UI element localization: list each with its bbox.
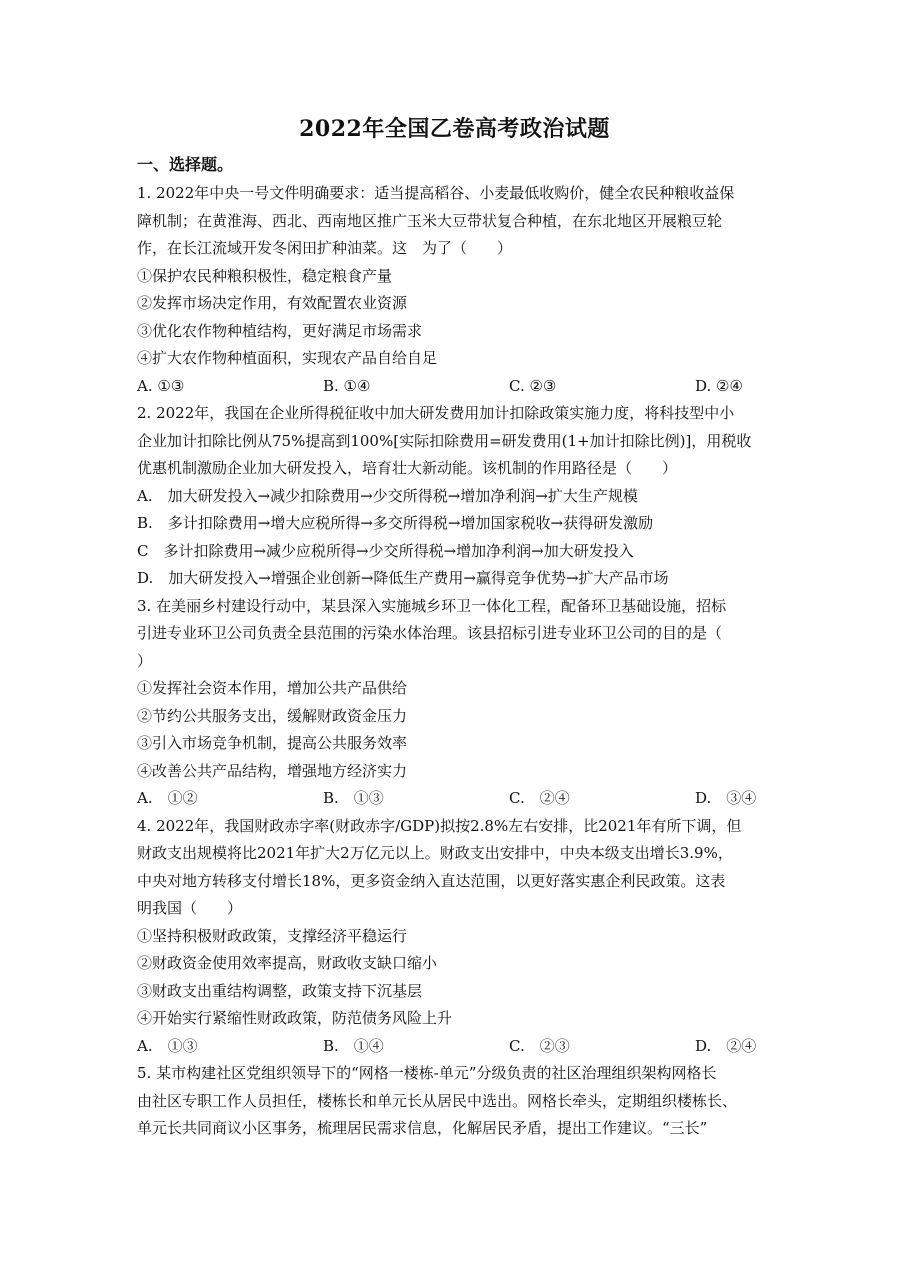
question-text-line: ③财政支出重结构调整，政策支持下沉基层 <box>137 981 423 1000</box>
answer-option[interactable]: C. ②③ <box>509 1036 570 1055</box>
answer-option[interactable]: D. ②④ <box>695 376 743 395</box>
answer-options <box>137 373 775 401</box>
answer-option[interactable]: C. ②③ <box>509 376 557 395</box>
question-text-line: A. 加大研发投入→减少扣除费用→少交所得税→增加净利润→扩大生产规模 <box>137 486 638 505</box>
answer-option[interactable]: A. ①③ <box>137 1036 198 1055</box>
question-text-line: ①保护农民种粮积极性，稳定粮食产量 <box>137 266 393 285</box>
question-text-line: ④扩大农作物种植面积，实现农产品自给自足 <box>137 349 438 367</box>
question-list <box>137 180 775 1143</box>
question-text-line: 4. 2022年，我国财政赤字率(财政赤字/GDP)拟按2.8%左右安排，比2021年有所下调，但 <box>137 816 742 835</box>
question-text-line: ①发挥社会资本作用，增加公共产品供给 <box>137 679 408 697</box>
question-text-line: 3. 在美丽乡村建设行动中，某县深入实施城乡环卫一体化工程，配备环卫基础设施，招标 <box>137 596 727 615</box>
question-text-line: ②财政资金使用效率提高，财政收支缺口缩小 <box>137 954 438 972</box>
question-text-line: 中央对地方转移支付增长18%，更多资金纳入直达范围，以更好落实惠企利民政策。这表 <box>137 871 726 890</box>
answer-option[interactable]: A. ①② <box>137 789 198 807</box>
question-text-line: D. 加大研发投入→增强企业创新→降低生产费用→赢得竞争优势→扩大产品市场 <box>137 569 669 587</box>
question-4 <box>137 813 775 1061</box>
question-text-line: B. 多计扣除费用→增大应税所得→多交所得税→增加国家税收→获得研发激励 <box>137 514 654 532</box>
question-text-line: ④改善公共产品结构，增强地方经济实力 <box>137 761 408 780</box>
question-3 <box>137 593 775 813</box>
question-text-line: ④开始实行紧缩性财政政策，防范债务风险上升 <box>137 1009 453 1027</box>
question-text-line: 明我国（ ） <box>137 899 243 917</box>
answer-option[interactable]: A. ①③ <box>137 376 185 395</box>
question-text-line: 1. 2022年中央一号文件明确要求：适当提高稻谷、小麦最低收购价，健全农民种粮收益保 <box>137 184 735 202</box>
question-text-line: ③引入市场竞争机制，提高公共服务效率 <box>137 734 408 752</box>
question-text-line: ②节约公共服务支出，缓解财政资金压力 <box>137 706 408 725</box>
question-text-line: 障机制；在黄淮海、西北、西南地区推广玉米大豆带状复合种植，在东北地区开展粮豆轮 <box>137 211 723 230</box>
section-heading: 一、选择题。 <box>137 155 234 174</box>
question-text-line: ①坚持积极财政政策，支撑经济平稳运行 <box>137 926 408 945</box>
answer-option[interactable]: B. ①④ <box>323 376 371 395</box>
page-title: 2022年全国乙卷高考政治试题 <box>299 116 610 142</box>
question-text-line: 5. 某市构建社区党组织领导下的“网格一楼栋-单元”分级负责的社区治理组织架构网格长 <box>137 1064 717 1082</box>
question-text-line: 财政支出规模将比2021年扩大2万亿元以上。财政支出安排中，中央本级支出增长3.9%， <box>137 844 733 862</box>
question-text-line: ） <box>137 651 153 670</box>
question-5 <box>137 1060 775 1143</box>
answer-option[interactable]: D. ②④ <box>695 1036 757 1055</box>
question-text-line: 优惠机制激励企业加大研发投入，培育壮大新动能。该机制的作用路径是（ ） <box>137 459 678 477</box>
question-text-line: ③优化农作物种植结构，更好满足市场需求 <box>137 321 423 340</box>
answer-option[interactable]: B. ①③ <box>323 789 384 807</box>
question-text-line: 由社区专职工作人员担任，楼栋长和单元长从居民中选出。网格长牵头，定期组织楼栋长、 <box>137 1091 738 1110</box>
question-text-line: 引进专业环卫公司负责全县范围的污染水体治理。该县招标引进专业环卫公司的目的是（ <box>137 624 723 642</box>
question-text-line: 单元长共同商议小区事务，梳理居民需求信息，化解居民矛盾，提出工作建议。“三长” <box>137 1119 708 1137</box>
answer-option[interactable]: B. ①④ <box>323 1036 384 1055</box>
question-text-line: ②发挥市场决定作用，有效配置农业资源 <box>137 294 408 312</box>
answer-options <box>137 785 775 813</box>
question-text-line: 2. 2022年，我国在企业所得税征收中加大研发费用加计扣除政策实施力度，将科技型中小 <box>137 404 735 422</box>
answer-option[interactable]: C. ②④ <box>509 789 570 807</box>
answer-options <box>137 1033 775 1061</box>
question-1 <box>137 180 775 400</box>
question-2 <box>137 400 775 593</box>
question-text-line: C 多计扣除费用→减少应税所得→少交所得税→增加净利润→加大研发投入 <box>137 541 634 560</box>
answer-option[interactable]: D. ③④ <box>695 789 757 807</box>
question-text-line: 企业加计扣除比例从75%提高到100%[实际扣除费用=研发费用(1+加计扣除比例)]，用税收 <box>137 431 752 450</box>
question-text-line: 作，在长江流域开发冬闲田扩种油菜。这 为了（ ） <box>137 239 513 257</box>
